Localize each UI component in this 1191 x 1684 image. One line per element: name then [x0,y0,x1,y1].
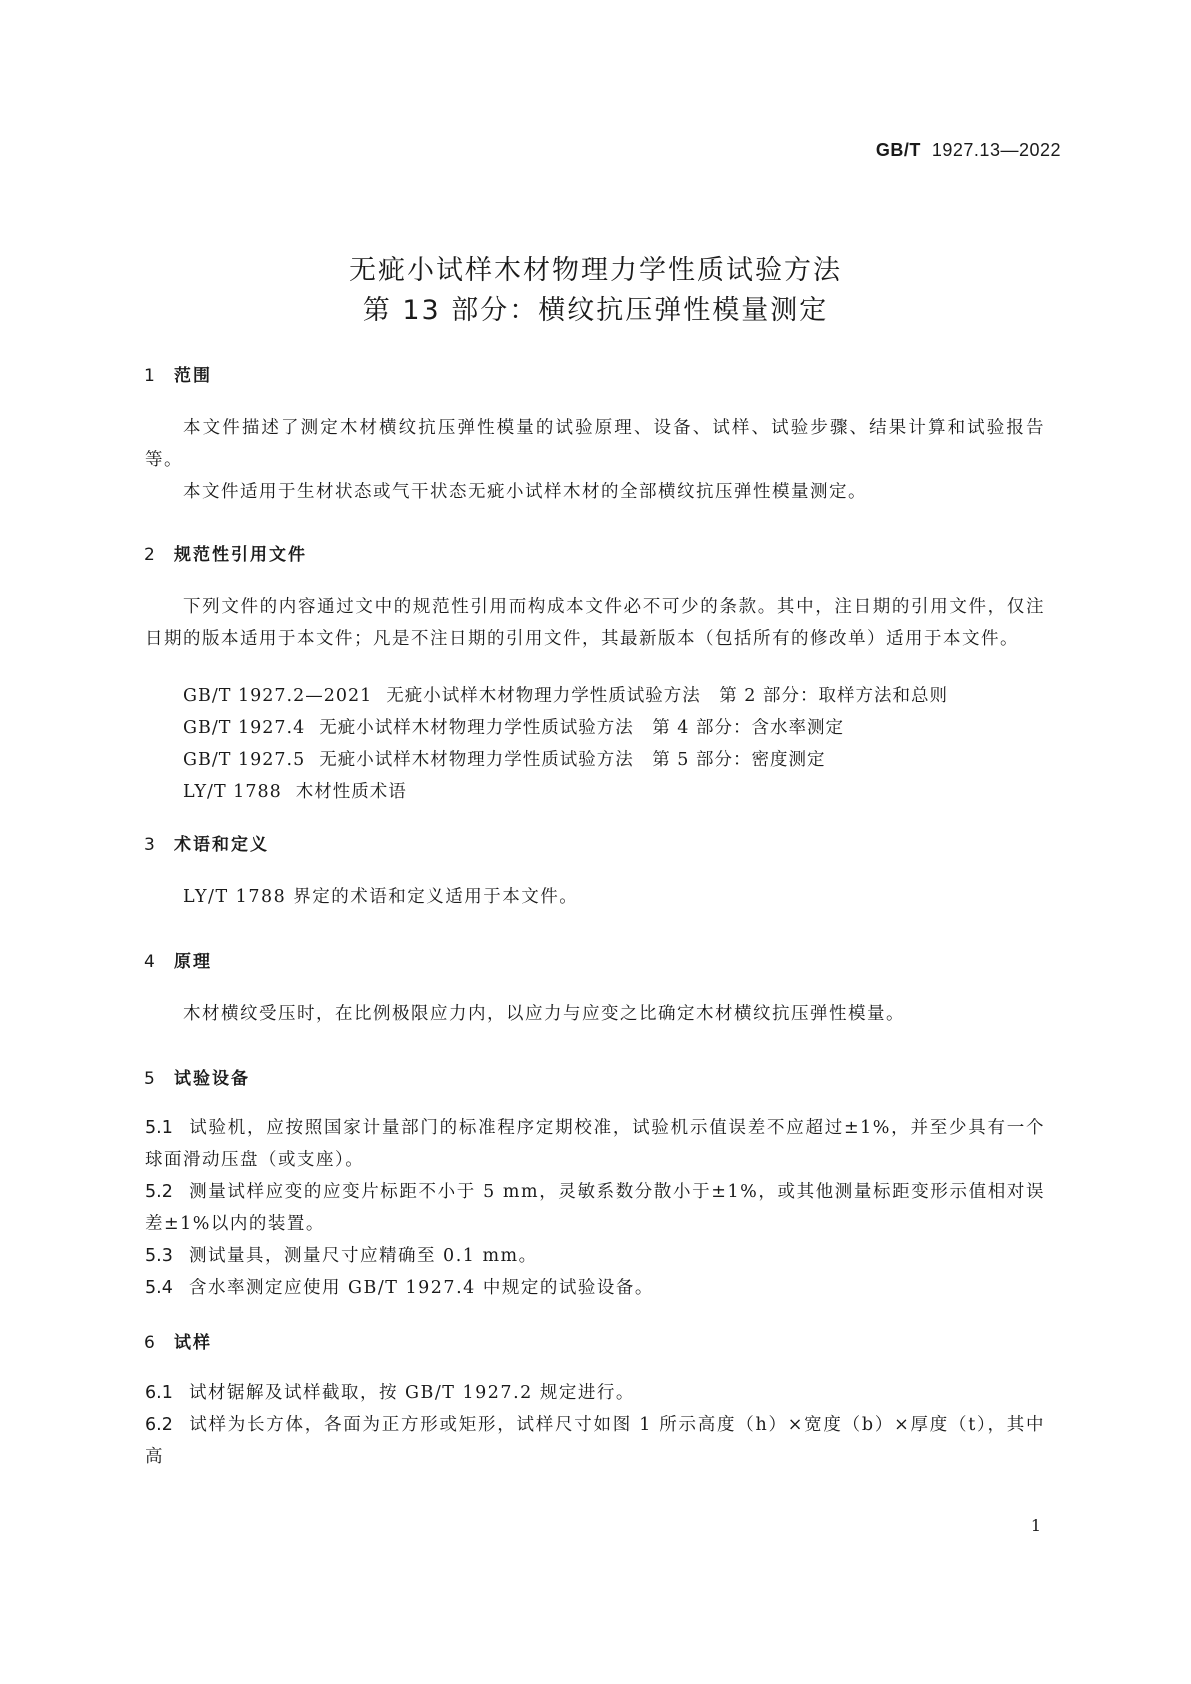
reference-title: 无疵小试样木材物理力学性质试验方法 第 4 部分：含水率测定 [319,718,844,738]
standard-year: 1927.13—2022 [931,140,1061,160]
section-number: 6 [144,1333,157,1353]
reference-code: LY/T 1788 [183,782,282,802]
clause [145,1377,1045,1409]
clause-text: 试材锯解及试样截取，按 GB/T 1927.2 规定进行。 [189,1383,635,1403]
clause-number: 5.2 [145,1182,173,1202]
clause-text: 试验机，应按照国家计量部门的标准程序定期校准，试验机示值误差不应超过±1%，并至少具有一个球面滑动压盘（或支座）。 [145,1118,1045,1170]
paragraph: 下列文件的内容通过文中的规范性引用而构成本文件必不可少的条款。其中，注日期的引用文件，仅注日期的版本适用于本文件；凡是不注日期的引用文件，其最新版本（包括所有的修改单）适用于本文件。 [145,597,1045,649]
reference-item [183,682,948,707]
paragraph: 木材横纹受压时，在比例极限应力内，以应力与应变之比确定木材横纹抗压弹性模量。 [183,1004,905,1024]
standard-number [876,140,1061,161]
document-title-line2: 第 13 部分：横纹抗压弹性模量测定 [362,295,829,326]
paragraph: 本文件描述了测定木材横纹抗压弹性模量的试验原理、设备、试样、试验步骤、结果计算和试验报告等。 [145,418,1045,470]
section-title: 术语和定义 [174,835,269,855]
section-number: 2 [144,545,157,565]
section-number: 4 [144,952,157,972]
clause-number: 5.3 [145,1246,173,1266]
clause [145,1409,1045,1473]
reference-title: 无疵小试样木材物理力学性质试验方法 第 2 部分：取样方法和总则 [386,686,949,706]
clause [145,1272,1045,1304]
section-title: 原理 [174,952,212,972]
section-heading-scope [144,361,212,386]
clause-number: 6.1 [145,1383,173,1403]
clause [145,1240,1045,1272]
reference-item [183,746,825,771]
section-heading-specimens [144,1328,212,1353]
standard-code: GB/T [875,140,921,160]
clause-text: 测量试样应变的应变片标距不小于 5 mm，灵敏系数分散小于±1%，或其他测量标距变形示值相对误差±1%以内的装置。 [145,1182,1045,1234]
section-title: 试验设备 [174,1069,250,1089]
reference-code: GB/T 1927.2—2021 [183,686,373,706]
clause [145,1176,1045,1240]
reference-item [183,714,844,739]
reference-code: GB/T 1927.4 [183,718,306,738]
section-number: 1 [144,366,157,386]
section-title: 试样 [174,1333,212,1353]
document-title-line1: 无疵小试样木材物理力学性质试验方法 [349,255,842,286]
section-title: 范围 [174,366,212,386]
clause-number: 5.1 [145,1118,173,1138]
section-heading-apparatus [144,1064,250,1089]
clause-number: 5.4 [145,1278,173,1298]
section-heading-terms [144,830,269,855]
reference-title: 木材性质术语 [295,782,407,802]
page-number: 1 [1030,1516,1041,1535]
reference-code: GB/T 1927.5 [183,750,306,770]
reference-title: 无疵小试样木材物理力学性质试验方法 第 5 部分：密度测定 [319,750,826,770]
clause-text: 测试量具，测量尺寸应精确至 0.1 mm。 [189,1246,538,1266]
paragraph: 本文件适用于生材状态或气干状态无疵小试样木材的全部横纹抗压弹性模量测定。 [183,482,867,502]
section-title: 规范性引用文件 [174,545,307,565]
clause-number: 6.2 [145,1415,173,1435]
section-heading-principle [144,947,212,972]
section-number: 3 [144,835,157,855]
section-heading-normative-references [144,540,307,565]
section-number: 5 [144,1069,157,1089]
clause-text: 试样为长方体，各面为正方形或矩形，试样尺寸如图 1 所示高度（h）×宽度（b）×厚度（t），其中高 [145,1415,1045,1467]
clause [145,1112,1045,1176]
clause-text: 含水率测定应使用 GB/T 1927.4 中规定的试验设备。 [189,1278,654,1298]
reference-item [183,778,407,803]
paragraph: LY/T 1788 界定的术语和定义适用于本文件。 [183,887,579,907]
